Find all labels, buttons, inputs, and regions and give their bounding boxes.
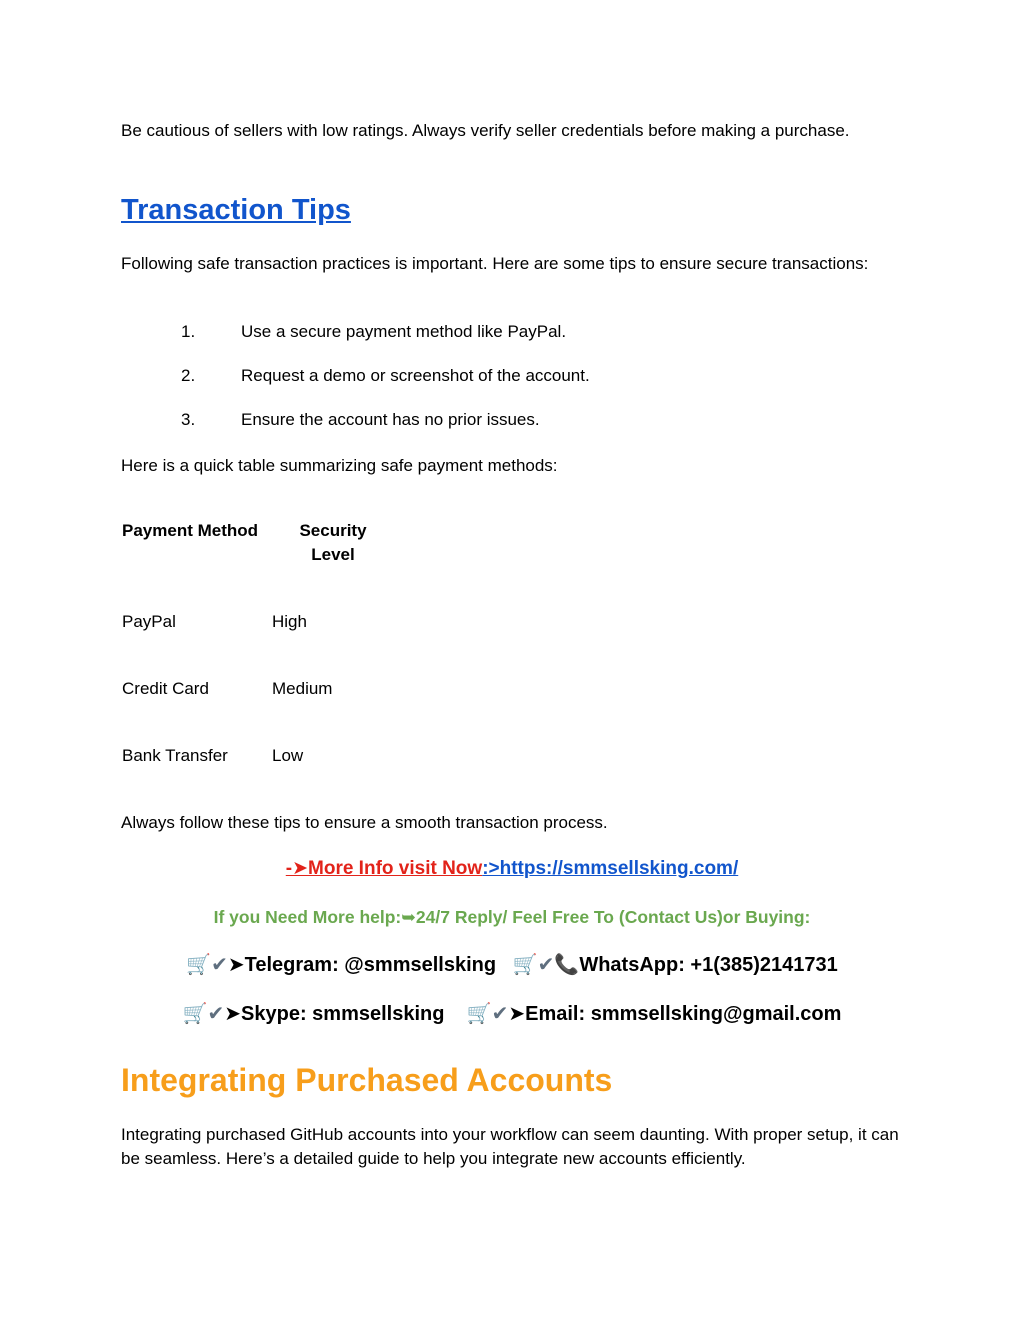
check-icon: ✔ — [207, 1001, 225, 1025]
cart-icon: 🛒 — [182, 1001, 208, 1025]
table-cell: PayPal — [122, 612, 176, 631]
more-info-line — [121, 856, 903, 882]
whatsapp-contact[interactable]: WhatsApp: +1(385)2141731 — [579, 954, 838, 976]
table-cell: High — [272, 612, 307, 631]
transaction-tips-intro: Following safe transaction practices is important. Here are some tips to ensure secure transactions: — [121, 254, 869, 273]
cart-icon: 🛒 — [512, 952, 538, 976]
telegram-contact[interactable]: ➤Telegram: @smmsellsking — [227, 954, 497, 976]
contact-row-skype-email — [121, 999, 903, 1028]
phone-icon: 📞 — [554, 952, 580, 976]
table-cell: Medium — [272, 679, 333, 698]
check-icon: ✔ — [211, 952, 228, 976]
table-header-security: Security Level — [299, 521, 367, 564]
integrating-paragraph: Integrating purchased GitHub accounts into your workflow can seem daunting. With proper setup, it can be seamless. Here’s a detailed guide to help you integrate new accounts efficiently. — [121, 1125, 899, 1168]
email-contact[interactable]: ➤Email: smmsellsking@gmail.com — [508, 1003, 842, 1025]
list-number: 2. — [181, 366, 196, 385]
list-text: Ensure the account has no prior issues. — [241, 410, 540, 429]
transaction-tips-heading[interactable]: Transaction Tips — [121, 194, 351, 226]
help-line: If you Need More help:➥24/7 Reply/ Feel Free To (Contact Us)or Buying: — [213, 907, 811, 927]
contact-row-telegram-whatsapp — [121, 950, 903, 979]
cart-icon: 🛒 — [466, 1001, 492, 1025]
skype-contact[interactable]: ➤Skype: smmsellsking — [224, 1003, 445, 1025]
list-text: Use a secure payment method like PayPal. — [241, 322, 567, 341]
table-cell: Low — [272, 746, 304, 765]
check-icon: ✔ — [537, 952, 555, 976]
check-icon: ✔ — [491, 1001, 509, 1025]
integrating-heading: Integrating Purchased Accounts — [121, 1062, 613, 1098]
closing-paragraph: Always follow these tips to ensure a smooth transaction process. — [121, 813, 608, 832]
table-cell: Credit Card — [122, 679, 209, 698]
table-header-method: Payment Method — [122, 521, 259, 540]
cart-icon: 🛒 — [186, 952, 212, 976]
list-number: 1. — [181, 322, 196, 341]
more-info-link-text[interactable]: -➤More Info visit Now — [285, 858, 483, 879]
intro-paragraph: Be cautious of sellers with low ratings. Always verify seller credentials before making a purchase. — [121, 121, 850, 140]
table-cell: Bank Transfer — [122, 746, 228, 765]
list-text: Request a demo or screenshot of the account. — [241, 366, 590, 385]
table-intro: Here is a quick table summarizing safe payment methods: — [121, 456, 558, 475]
website-link[interactable]: :>https://smmsellsking.com/ — [482, 858, 739, 879]
list-number: 3. — [181, 410, 196, 429]
